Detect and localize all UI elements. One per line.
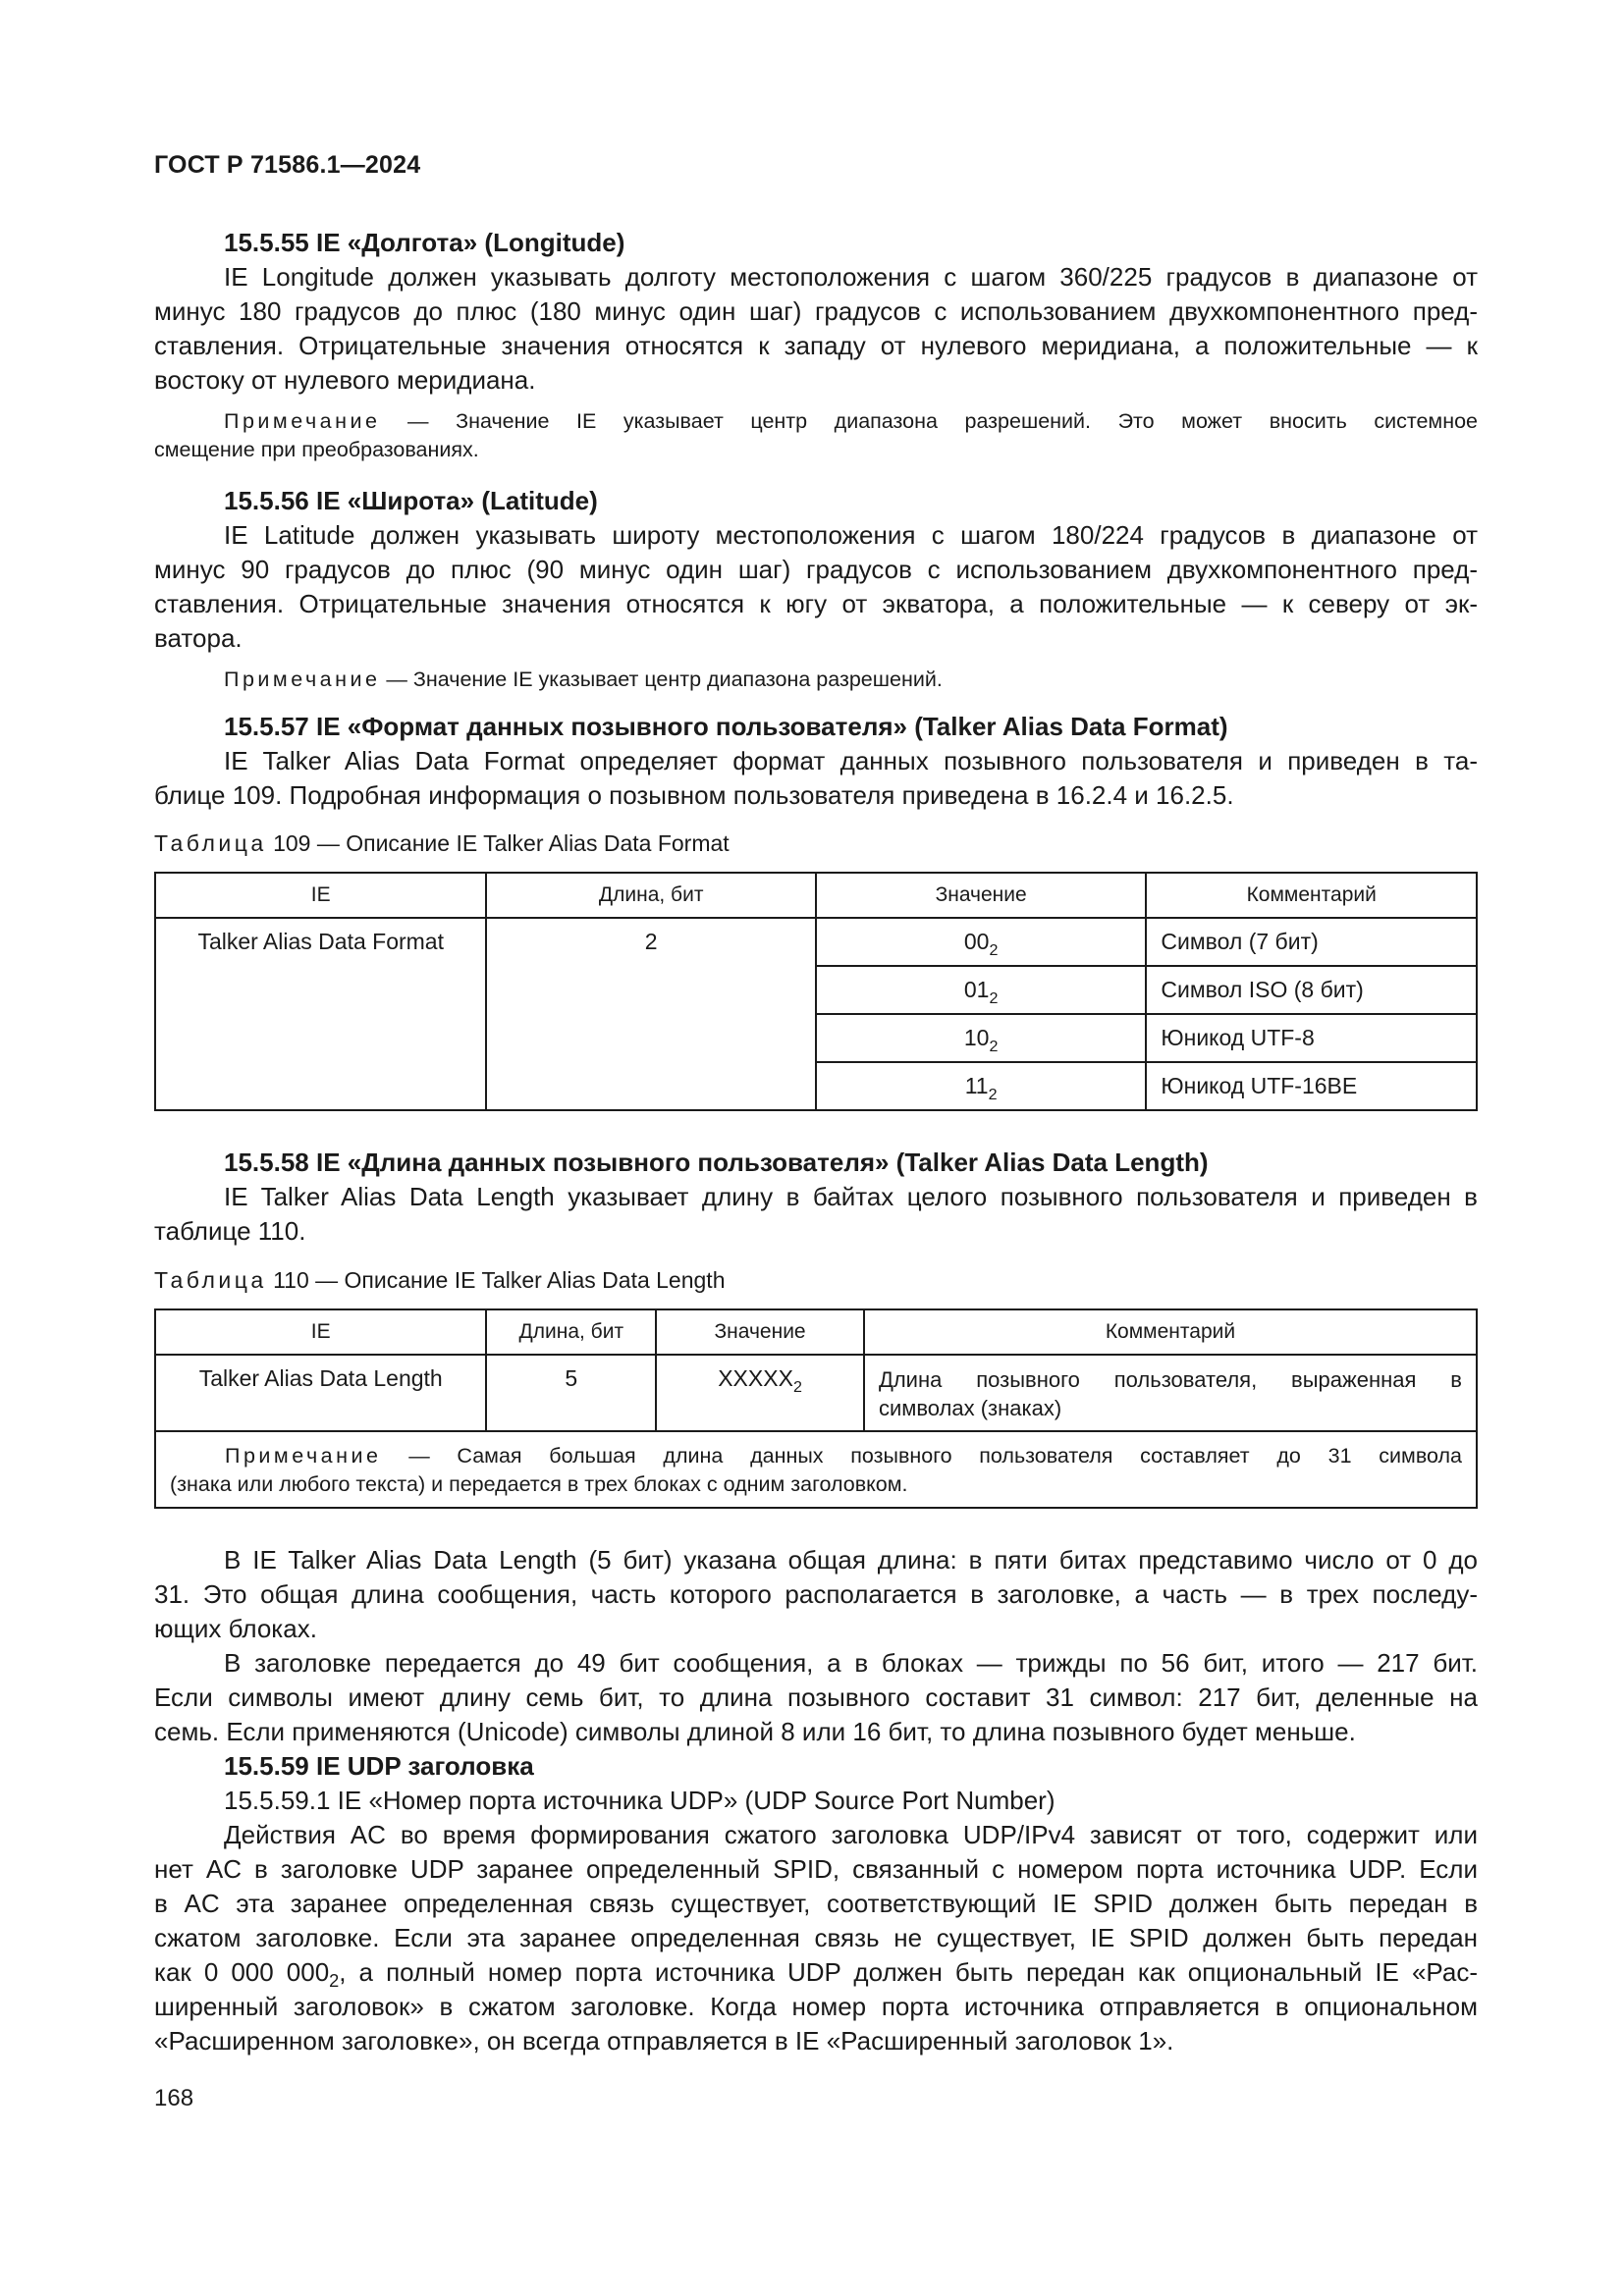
text-line: сжатом заголовке. Если эта заранее определенная связь не существует, IE SPID должен быть передан [154, 1923, 1478, 1952]
section-title-15-5-55: 15.5.55 IE «Долгота» (Longitude) [224, 228, 625, 257]
note-15-5-56: Примечание — Значение IE указывает центр диапазона разрешений. [224, 667, 943, 691]
text-line: ющих блоках. [154, 1614, 317, 1643]
section-15-5-59-body [154, 1818, 1478, 2058]
note-label: Примечание [225, 1444, 382, 1468]
text-line: в AC эта заранее определенная связь существует, соответствующий IE SPID должен быть передан в [154, 1889, 1478, 1918]
cell-value: $01_2$ [816, 966, 1147, 1014]
cell-value: $10_2$ [816, 1014, 1147, 1062]
column-header: IE [155, 1309, 486, 1355]
section-15-5-57-body [154, 744, 1478, 813]
text-line: IE Talker Alias Data Format определяет формат данных позывного пользователя и приведен в та- [224, 746, 1478, 775]
column-header: Длина, бит [486, 873, 815, 918]
column-header: Длина, бит [486, 1309, 656, 1355]
section-15-5-56-body [154, 518, 1478, 656]
table-109 [154, 872, 1478, 1111]
note-line: Примечание — Значение IE указывает центр диапазона разрешений. Это может вносить системное [224, 409, 1478, 433]
text-line: ставления. Отрицательные значения относятся к западу от нулевого меридиана, а положительные — к [154, 331, 1478, 360]
text-line: ватора. [154, 623, 243, 653]
table-note-row [155, 1431, 1477, 1508]
section-15-5-58-body [154, 1180, 1478, 1249]
text-line: минус 180 градусов до плюс (180 минус один шаг) градусов с использованием двухкомпонентного пред- [154, 296, 1478, 326]
paragraph-bits [154, 1646, 1478, 1749]
text-line: ширенный заголовок» в сжатом заголовке. Когда номер порта источника отправляется в опциональном [154, 1992, 1478, 2021]
column-header: Комментарий [1146, 873, 1477, 918]
section-title-15-5-57: 15.5.57 IE «Формат данных позывного пользователя» (Talker Alias Data Format) [224, 712, 1228, 741]
page-number: 168 [154, 2085, 194, 2111]
cell-comment: Юникод UTF-16BE [1146, 1062, 1477, 1110]
comment-line: символах (знаках) [878, 1396, 1062, 1420]
cell-length: 2 [486, 918, 815, 1110]
text-line: 31. Это общая длина сообщения, часть которого располагается в заголовке, а часть — в трех последу- [154, 1579, 1478, 1609]
text-line: как 0 000 $000_2$, а полный номер порта источника UDP должен быть передан как опциональный IE «Рас- [154, 1957, 1478, 1991]
column-header: Комментарий [864, 1309, 1477, 1355]
comment-line: Длина позывного пользователя, выраженная в [878, 1367, 1462, 1392]
text-line: Действия AC во время формирования сжатого заголовка UDP/IPv4 зависят от того, содержит или [224, 1820, 1478, 1849]
text-line: В заголовке передается до 49 бит сообщения, а в блоках — трижды по 56 бит, итого — 217 бит. [224, 1648, 1478, 1678]
text-line: семь. Если применяются (Unicode) символы длиной 8 или 16 бит, то длина позывного будет меньше. [154, 1717, 1356, 1746]
column-header: IE [155, 873, 486, 918]
text-line: «Расширенном заголовке», он всегда отправляется в IE «Расширенный заголовок 1». [154, 2026, 1174, 2056]
table-header-row [155, 873, 1477, 918]
note-line: (знака или любого текста) и передается в трех блоках с одним заголовком. [170, 1472, 908, 1496]
table-110 [154, 1308, 1478, 1509]
section-title-15-5-59: 15.5.59 IE UDP заголовка [224, 1751, 534, 1781]
note-line: Примечание — Самая большая длина данных позывного пользователя составляет до 31 символа [225, 1444, 1462, 1468]
subsection-title-15-5-59-1: 15.5.59.1 IE «Номер порта источника UDP» (UDP Source Port Number) [224, 1786, 1056, 1815]
cell-comment: Символ (7 бит) [1146, 918, 1477, 966]
cell-comment: Символ ISO (8 бит) [1146, 966, 1477, 1014]
table-note-cell [155, 1431, 1477, 1508]
table-row [155, 1355, 1477, 1431]
note-line: смещение при преобразованиях. [154, 438, 479, 461]
cell-comment [864, 1355, 1477, 1431]
table-110-caption: Таблица 110 — Описание IE Talker Alias Data Length [154, 1267, 726, 1293]
caption-label: Таблица [154, 830, 267, 856]
cell-ie: Talker Alias Data Length [155, 1355, 486, 1431]
column-header: Значение [816, 873, 1147, 918]
caption-label: Таблица [154, 1267, 267, 1293]
text-line: ставления. Отрицательные значения относятся к югу от экватора, а положительные — к северу от эк- [154, 589, 1478, 618]
text-line: минус 90 градусов до плюс (90 минус один шаг) градусов с использованием двухкомпонентного пред- [154, 555, 1478, 584]
note-label: Примечание [224, 667, 381, 691]
text-line: востоку от нулевого меридиана. [154, 365, 536, 395]
text-line: IE Longitude должен указывать долготу местоположения с шагом 360/225 градусов в диапазоне от [224, 262, 1478, 292]
table-row [155, 918, 1477, 966]
section-title-15-5-56: 15.5.56 IE «Широта» (Latitude) [224, 486, 598, 515]
cell-comment: Юникод UTF-8 [1146, 1014, 1477, 1062]
cell-value: $XXXXX_2$ [656, 1355, 864, 1431]
text-line: нет AC в заголовке UDP заранее определенный SPID, связанный с номером порта источника UDP. Если [154, 1854, 1478, 1884]
section-15-5-55-body [154, 260, 1478, 398]
cell-ie: Talker Alias Data Format [155, 918, 486, 1110]
text-line: таблице 110. [154, 1216, 306, 1246]
document-header: ГОСТ Р 71586.1—2024 [154, 151, 421, 179]
text-line: блице 109. Подробная информация о позывном пользователя приведена в 16.2.4 и 16.2.5. [154, 780, 1234, 810]
section-title-15-5-58: 15.5.58 IE «Длина данных позывного пользователя» (Talker Alias Data Length) [224, 1148, 1209, 1177]
cell-length: 5 [486, 1355, 656, 1431]
text-line: IE Talker Alias Data Length указывает длину в байтах целого позывного пользователя и приведен в [224, 1182, 1478, 1211]
note-15-5-55 [154, 407, 1478, 464]
column-header: Значение [656, 1309, 864, 1355]
text-line: Если символы имеют длину семь бит, то длина позывного составит 31 символ: 217 бит, деленные на [154, 1682, 1478, 1712]
note-label: Примечание [224, 409, 381, 433]
table-header-row [155, 1309, 1477, 1355]
text-line: IE Latitude должен указывать широту местоположения с шагом 180/224 градусов в диапазоне от [224, 520, 1478, 550]
cell-value: $00_2$ [816, 918, 1147, 966]
cell-value: $11_2$ [816, 1062, 1147, 1110]
table-109-caption: Таблица 109 — Описание IE Talker Alias Data Format [154, 830, 730, 856]
text-line: В IE Talker Alias Data Length (5 бит) указана общая длина: в пяти битах представимо число от 0 до [224, 1545, 1478, 1575]
paragraph-total-length [154, 1543, 1478, 1646]
